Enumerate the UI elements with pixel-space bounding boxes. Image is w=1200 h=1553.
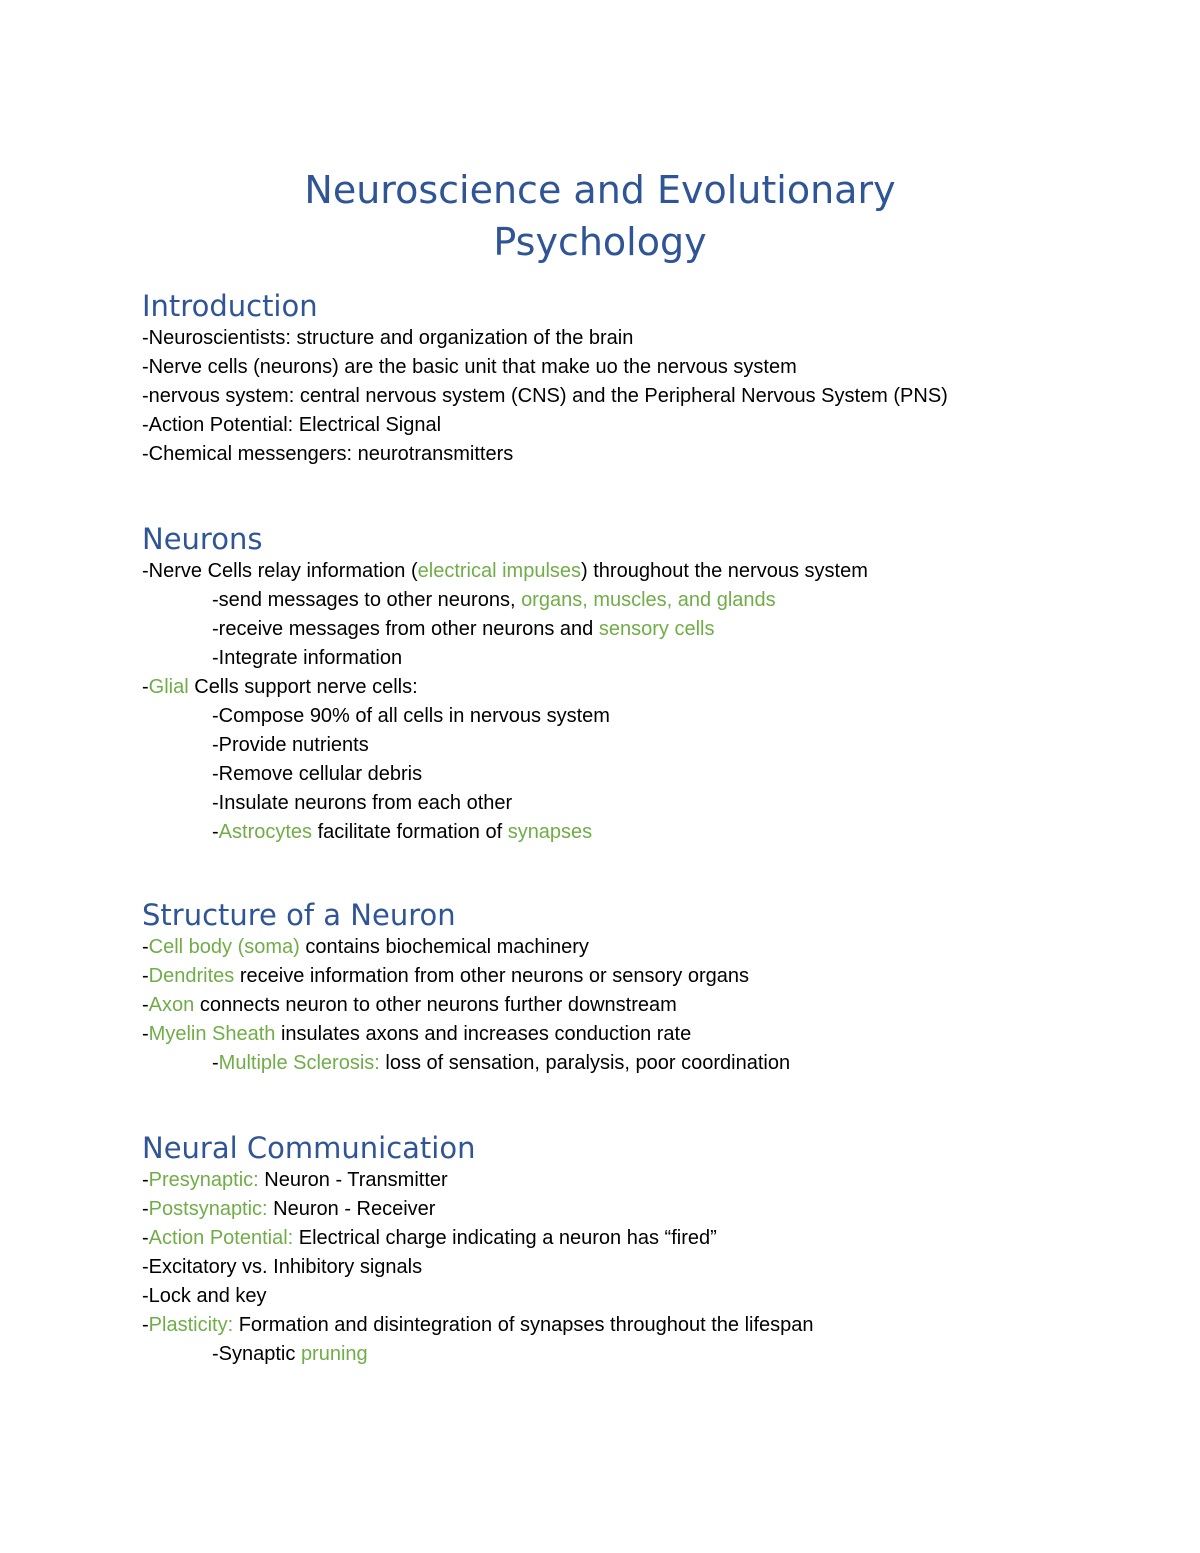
text-plain: -Compose 90% of all cells in nervous system [212, 705, 610, 727]
text-plain: - [212, 821, 219, 843]
section-neural-communication [142, 1130, 1142, 1369]
text-plain: Cells support nerve cells: [188, 676, 418, 698]
section-neurons [142, 521, 1142, 847]
text-plain: Electrical charge indicating a neuron has “fired” [293, 1227, 717, 1249]
list-item [142, 991, 1142, 1020]
text-plain: connects neuron to other neurons further downstream [194, 994, 677, 1016]
list-item [142, 702, 1142, 731]
text-plain: - [142, 1169, 149, 1191]
text-plain: loss of sensation, paralysis, poor coordination [379, 1052, 791, 1074]
text-plain: Neuron - Transmitter [258, 1169, 448, 1191]
text-plain: -Synaptic [212, 1343, 301, 1365]
text-plain: - [142, 936, 149, 958]
text-plain: Neuron - Receiver [267, 1198, 436, 1220]
list-item [142, 1340, 1142, 1369]
text-plain: Formation and disintegration of synapses throughout the lifespan [233, 1314, 814, 1336]
text-plain: insulates axons and increases conduction rate [275, 1023, 692, 1045]
list-item [142, 557, 1142, 586]
text-highlight: Axon [148, 994, 195, 1016]
text-highlight: sensory cells [598, 618, 715, 640]
text-highlight: electrical impulses [417, 560, 582, 582]
text-highlight: Multiple Sclerosis: [218, 1052, 380, 1074]
text-plain: - [212, 1052, 219, 1074]
text-plain: -Lock and key [142, 1285, 267, 1307]
section-heading: Introduction [142, 289, 318, 323]
list-item: -Neuroscientists: structure and organization of the brain [142, 327, 634, 349]
list-item [142, 1224, 1142, 1253]
text-plain: -Insulate neurons from each other [212, 792, 513, 814]
list-item [142, 962, 1142, 991]
list-item [142, 760, 1142, 789]
text-highlight: Glial [148, 676, 189, 698]
text-highlight: Presynaptic: [148, 1169, 259, 1191]
list-item [142, 933, 1142, 962]
text-highlight: synapses [507, 821, 593, 843]
text-plain: -Excitatory vs. Inhibitory signals [142, 1256, 423, 1278]
text-plain: - [142, 965, 149, 987]
text-highlight: Plasticity: [148, 1314, 234, 1336]
list-item [142, 586, 1142, 615]
section-heading: Neurons [142, 522, 263, 556]
section-introduction [142, 288, 1142, 469]
list-item [142, 1020, 1142, 1049]
list-item [142, 1166, 1142, 1195]
section-heading: Structure of a Neuron [142, 898, 456, 932]
list-item [142, 1049, 1142, 1078]
text-plain: receive information from other neurons or sensory organs [234, 965, 749, 987]
list-item [142, 789, 1142, 818]
list-item: -Action Potential: Electrical Signal [142, 414, 442, 436]
title-line-2: Psychology [493, 220, 707, 264]
text-plain: facilitate formation of [312, 821, 508, 843]
text-plain: - [142, 1198, 149, 1220]
list-item [142, 1282, 1142, 1311]
section-heading: Neural Communication [142, 1131, 476, 1165]
text-plain: -send messages to other neurons, [212, 589, 522, 611]
document-title [0, 164, 1200, 268]
section-structure-of-a-neuron [142, 897, 1142, 1078]
list-item [142, 615, 1142, 644]
text-highlight: Cell body (soma) [148, 936, 300, 958]
text-highlight: Dendrites [148, 965, 235, 987]
text-highlight: Action Potential: [148, 1227, 294, 1249]
text-highlight: Astrocytes [218, 821, 313, 843]
text-plain: - [142, 994, 149, 1016]
list-item [142, 731, 1142, 760]
text-highlight: Postsynaptic: [148, 1198, 268, 1220]
text-plain: -Remove cellular debris [212, 763, 423, 785]
list-item [142, 1253, 1142, 1282]
text-plain: contains biochemical machinery [299, 936, 589, 958]
list-item [142, 1311, 1142, 1340]
list-item [142, 818, 1142, 847]
list-item: -nervous system: central nervous system (CNS) and the Peripheral Nervous System (PNS) [142, 385, 948, 407]
list-item [142, 644, 1142, 673]
text-plain: - [142, 676, 149, 698]
text-plain: -Nerve Cells relay information ( [142, 560, 418, 582]
text-plain: -Integrate information [212, 647, 403, 669]
text-plain: - [142, 1314, 149, 1336]
text-plain: - [142, 1227, 149, 1249]
text-plain: - [142, 1023, 149, 1045]
title-line-1: Neuroscience and Evolutionary [304, 168, 896, 212]
text-highlight: organs, muscles, and glands [521, 589, 776, 611]
list-item [142, 1195, 1142, 1224]
text-highlight: Myelin Sheath [148, 1023, 276, 1045]
list-item: -Nerve cells (neurons) are the basic unit that make uo the nervous system [142, 356, 797, 378]
text-plain: -receive messages from other neurons and [212, 618, 599, 640]
text-plain: ) throughout the nervous system [581, 560, 868, 582]
list-item: -Chemical messengers: neurotransmitters [142, 443, 514, 465]
text-highlight: pruning [300, 1343, 368, 1365]
text-plain: -Provide nutrients [212, 734, 369, 756]
list-item [142, 673, 1142, 702]
